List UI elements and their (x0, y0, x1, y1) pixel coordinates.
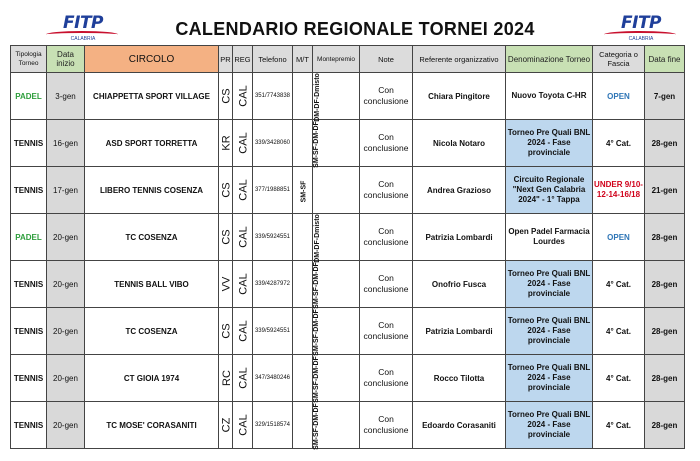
col-header-montepremio: Montepremio (313, 46, 360, 73)
col-header-mt: M/T (293, 46, 313, 73)
cell-data-inizio: 20-gen (47, 308, 85, 355)
cell-telefono: 339/5924551 (253, 308, 293, 355)
mt-text: SM-SF (300, 180, 308, 203)
cell-reg (233, 355, 253, 402)
cell-data-fine: 7-gen (645, 73, 685, 120)
cell-denominazione: Torneo Pre Quali BNL 2024 - Fase provinciale (506, 402, 593, 449)
cell-categoria: 4° Cat. (593, 308, 645, 355)
cell-data-inizio: 20-gen (47, 402, 85, 449)
col-header-data-inizio: Data inizio (47, 46, 85, 73)
mt-text: DM-DF-Dmisto (313, 214, 321, 263)
cell-data-fine: 28-gen (645, 402, 685, 449)
cell-categoria: 4° Cat. (593, 355, 645, 402)
tournament-table (10, 45, 685, 449)
cell-denominazione: Torneo Pre Quali BNL 2024 - Fase provinciale (506, 261, 593, 308)
cell-circolo: LIBERO TENNIS COSENZA (85, 167, 219, 214)
cell-reg (233, 167, 253, 214)
cell-pr (219, 73, 233, 120)
cell-data-fine: 28-gen (645, 120, 685, 167)
fitp-logo-mark: FITP (63, 13, 103, 33)
cell-denominazione: Torneo Pre Quali BNL 2024 - Fase provinciale (506, 120, 593, 167)
cell-circolo: CHIAPPETTA SPORT VILLAGE (85, 73, 219, 120)
cell-pr (219, 214, 233, 261)
table-header-row (11, 46, 685, 73)
cell-reg (233, 261, 253, 308)
cell-circolo: TENNIS BALL VIBO (85, 261, 219, 308)
table-row (11, 355, 685, 402)
cell-mt (293, 167, 313, 214)
cell-reg (233, 402, 253, 449)
cell-pr (219, 120, 233, 167)
reg-text: CAL (237, 85, 250, 107)
fitp-logo-subtext: CALABRIA (628, 36, 654, 42)
cell-note: Con conclusione (360, 120, 413, 167)
cell-tipologia: TENNIS (11, 120, 47, 167)
table-row (11, 120, 685, 167)
cell-reg (233, 73, 253, 120)
cell-mt (293, 308, 320, 356)
reg-text: CAL (237, 320, 250, 342)
cell-mt (293, 120, 320, 168)
cell-note: Con conclusione (360, 308, 413, 355)
cell-tipologia: PADEL (11, 214, 47, 261)
cell-referente: Edoardo Corasaniti (413, 402, 506, 449)
reg-text: CAL (237, 414, 250, 436)
pr-text: CS (220, 182, 233, 198)
cell-denominazione: Nuovo Toyota C-HR (506, 73, 593, 120)
mt-text: SM-SF-DM-DF (312, 309, 320, 356)
col-header-telefono: Telefono (253, 46, 293, 73)
cell-data-fine: 21-gen (645, 167, 685, 214)
cell-denominazione: Torneo Pre Quali BNL 2024 - Fase provinciale (506, 355, 593, 402)
fitp-logo-right (598, 14, 684, 42)
col-header-tipologia: Tipologia Torneo (11, 46, 47, 73)
reg-text: CAL (237, 226, 250, 248)
page-title: CALENDARIO REGIONALE TORNEI 2024 (175, 19, 535, 39)
reg-text: CAL (237, 132, 250, 154)
mt-text: SM-SF-DM-DF (312, 121, 320, 168)
table-row (11, 308, 685, 355)
cell-mt (293, 261, 320, 309)
pr-text: CS (220, 323, 233, 339)
cell-referente: Andrea Grazioso (413, 167, 506, 214)
cell-pr (219, 355, 233, 402)
mt-text: SM-SF-DM-DF (312, 403, 320, 450)
cell-categoria: 4° Cat. (593, 120, 645, 167)
cell-data-inizio: 20-gen (47, 214, 85, 261)
cell-pr (219, 261, 233, 308)
reg-text: CAL (237, 273, 250, 295)
cell-pr (219, 402, 233, 449)
cell-referente: Nicola Notaro (413, 120, 506, 167)
cell-note: Con conclusione (360, 355, 413, 402)
pr-text: CS (220, 229, 233, 245)
cell-pr (219, 167, 233, 214)
reg-text: CAL (237, 367, 250, 389)
cell-circolo: TC MOSE' CORASANITI (85, 402, 219, 449)
cell-mt (293, 402, 320, 450)
cell-data-fine: 28-gen (645, 261, 685, 308)
table-row (11, 402, 685, 449)
cell-referente: Rocco Tilotta (413, 355, 506, 402)
pr-text: VV (220, 276, 233, 292)
cell-telefono: 377/1988851 (253, 167, 293, 214)
cell-categoria: 4° Cat. (593, 402, 645, 449)
cell-data-inizio: 20-gen (47, 261, 85, 308)
cell-note: Con conclusione (360, 402, 413, 449)
cell-tipologia: TENNIS (11, 308, 47, 355)
mt-text: SM-SF-DM-DF (312, 262, 320, 309)
col-header-data-fine: Data fine (645, 46, 685, 73)
col-header-reg: REG (233, 46, 253, 73)
cell-telefono: 347/3480246 (253, 355, 293, 402)
cell-pr (219, 308, 233, 355)
pr-text: CZ (220, 417, 233, 433)
table-row (11, 167, 685, 214)
cell-data-inizio: 3-gen (47, 73, 85, 120)
cell-categoria: OPEN (593, 73, 645, 120)
cell-data-fine: 28-gen (645, 355, 685, 402)
cell-note: Con conclusione (360, 73, 413, 120)
cell-data-fine: 28-gen (645, 308, 685, 355)
col-header-denominazione: Denominazione Torneo (506, 46, 593, 73)
fitp-logo-left (40, 14, 126, 42)
cell-circolo: TC COSENZA (85, 214, 219, 261)
cell-mt (293, 73, 321, 122)
fitp-logo-subtext: CALABRIA (70, 36, 96, 42)
col-header-circolo: CIRCOLO (85, 46, 219, 73)
cell-referente: Chiara Pingitore (413, 73, 506, 120)
cell-denominazione: Circuito Regionale "Next Gen Calabria 2024" - 1° Tappa (506, 167, 593, 214)
table-row (11, 214, 685, 261)
table-row (11, 261, 685, 308)
fitp-logo-mark: FITP (621, 13, 661, 33)
col-header-categoria: Categoria o Fascia (593, 46, 645, 73)
cell-data-inizio: 17-gen (47, 167, 85, 214)
cell-note: Con conclusione (360, 167, 413, 214)
cell-telefono: 351/7743838 (253, 73, 293, 120)
cell-denominazione: Open Padel Farmacia Lourdes (506, 214, 593, 261)
cell-circolo: ASD SPORT TORRETTA (85, 120, 219, 167)
cell-tipologia: TENNIS (11, 167, 47, 214)
cell-circolo: CT GIOIA 1974 (85, 355, 219, 402)
cell-reg (233, 308, 253, 355)
cell-telefono: 339/5924551 (253, 214, 293, 261)
cell-note: Con conclusione (360, 214, 413, 261)
cell-telefono: 329/1518574 (253, 402, 293, 449)
cell-circolo: TC COSENZA (85, 308, 219, 355)
cell-tipologia: TENNIS (11, 261, 47, 308)
cell-telefono: 339/4287972 (253, 261, 293, 308)
col-header-note: Note (360, 46, 413, 73)
cell-referente: Patrizia Lombardi (413, 308, 506, 355)
cell-tipologia: TENNIS (11, 355, 47, 402)
cell-referente: Onofrio Fusca (413, 261, 506, 308)
reg-text: CAL (237, 179, 250, 201)
cell-reg (233, 120, 253, 167)
cell-categoria: OPEN (593, 214, 645, 261)
col-header-pr: PR (219, 46, 233, 73)
cell-telefono: 339/3428060 (253, 120, 293, 167)
cell-data-inizio: 16-gen (47, 120, 85, 167)
table-row (11, 73, 685, 120)
cell-categoria: UNDER 9/10-12-14-16/18 (593, 167, 645, 214)
cell-referente: Patrizia Lombardi (413, 214, 506, 261)
cell-tipologia: TENNIS (11, 402, 47, 449)
cell-reg (233, 214, 253, 261)
pr-text: RC (220, 370, 233, 386)
mt-text: SM-SF-DM-DF (312, 356, 320, 403)
cell-montepremio (313, 167, 360, 214)
pr-text: KR (220, 135, 233, 151)
cell-data-inizio: 20-gen (47, 355, 85, 402)
cell-note: Con conclusione (360, 261, 413, 308)
cell-categoria: 4° Cat. (593, 261, 645, 308)
cell-tipologia: PADEL (11, 73, 47, 120)
cell-mt (293, 355, 320, 403)
pr-text: CS (220, 88, 233, 104)
cell-mt (293, 214, 321, 263)
cell-denominazione: Torneo Pre Quali BNL 2024 - Fase provinciale (506, 308, 593, 355)
mt-text: DM-DF-Dmisto (313, 73, 321, 122)
col-header-referente: Referente organizzativo (413, 46, 506, 73)
cell-data-fine: 28-gen (645, 214, 685, 261)
